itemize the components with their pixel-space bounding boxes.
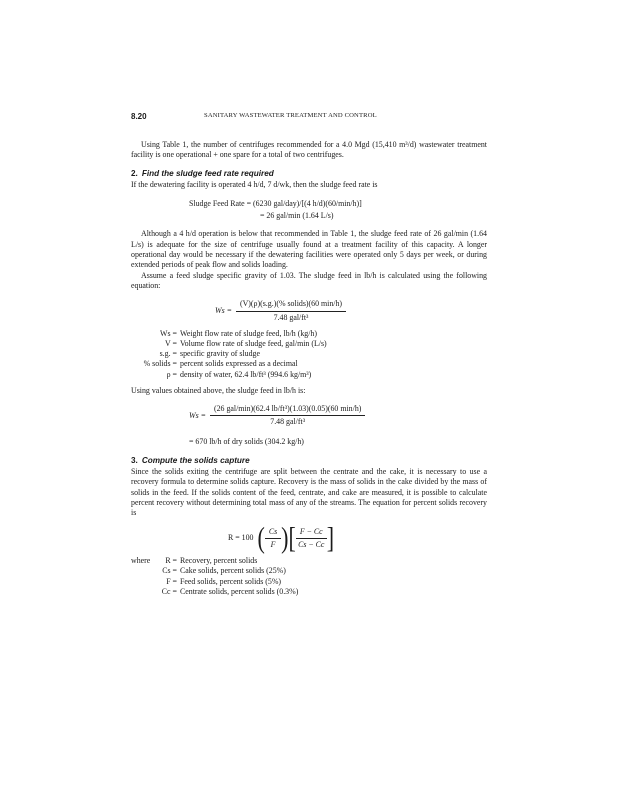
calc-lhs: Ws = <box>189 410 206 420</box>
definition-symbol: Ws = <box>160 328 177 338</box>
ws-equation-denominator: 7.48 gal/ft³ <box>273 312 309 322</box>
definition-row <box>131 577 487 587</box>
feed-rate-equation-line2: = 26 gal/min (1.64 L/s) <box>260 211 334 221</box>
page-body <box>131 140 487 603</box>
definition-row <box>131 349 487 359</box>
recovery-fraction-1-denominator: F <box>270 539 276 549</box>
section-3-heading <box>131 456 487 466</box>
definition-symbol: Cs = <box>162 566 177 576</box>
section-2-paragraph-1: Although a 4 h/d operation is below that recommended in Table 1, the sludge feed rate of 26 gal/min (1.64 L/s) is adequate for the size of centrifuge usually found at a treatment facility of this capacity. A longer operational day would be necessary if the dewatering facilities were operated only 5 days per week, or during extended periods of peak flow and solids loading. <box>131 229 487 270</box>
section-2-number: 2. <box>131 168 138 178</box>
recovery-fraction-1 <box>265 527 281 551</box>
section-2-paragraph-2: Assume a feed sludge specific gravity of 1.03. The sludge feed in lb/h is calculated using the following equation: <box>131 270 487 290</box>
calc-denominator: 7.48 gal/ft³ <box>270 417 306 427</box>
definition-row <box>131 339 487 349</box>
running-head: SANITARY WASTEWATER TREATMENT AND CONTROL <box>204 112 377 119</box>
definition-row <box>131 329 487 339</box>
definition-row <box>131 370 487 380</box>
section-3-number: 3. <box>131 456 138 466</box>
definition-symbol: V = <box>165 339 177 349</box>
definition-text: Centrate solids, percent solids (0.3%) <box>180 586 299 596</box>
definition-text: Weight flow rate of sludge feed, lb/h (kg/h) <box>180 328 317 338</box>
section-2-lead: If the dewatering facility is operated 4 h/d, 7 d/wk, then the sludge feed rate is <box>131 179 378 189</box>
definition-symbol: ρ = <box>166 369 177 379</box>
definition-symbol: % solids = <box>143 359 177 369</box>
ws-equation <box>215 299 487 323</box>
definition-row <box>131 587 487 597</box>
recovery-fraction-2-numerator: F − Cc <box>296 527 327 539</box>
page-header <box>131 112 487 124</box>
definition-row <box>131 556 487 566</box>
definition-symbol: s.g. = <box>159 349 177 359</box>
definition-row <box>131 566 487 576</box>
definition-text: Cake solids, percent solids (25%) <box>180 566 286 576</box>
left-paren: ( <box>257 520 265 555</box>
ws-equation-lhs: Ws = <box>215 305 232 315</box>
definition-text: Volume flow rate of sludge feed, gal/min (L/s) <box>180 339 327 349</box>
section-3-title: Compute the solids capture <box>141 456 250 466</box>
page-number: 8.20 <box>131 112 147 121</box>
recovery-fraction-2 <box>296 527 327 551</box>
right-paren: ) <box>281 520 289 555</box>
definition-text: Recovery, percent solids <box>180 556 258 566</box>
left-bracket: [ <box>288 520 296 555</box>
using-values-text: Using values obtained above, the sludge feed in lb/h is: <box>131 385 306 395</box>
definition-symbol: Cc = <box>161 586 177 596</box>
definition-symbol: R = <box>165 556 177 566</box>
where-label: where <box>131 556 151 566</box>
definition-row <box>131 359 487 369</box>
definition-text: percent solids expressed as a decimal <box>180 359 298 369</box>
section-2-heading <box>131 169 487 179</box>
recovery-fraction-1-numerator: Cs <box>265 527 281 539</box>
recovery-definitions <box>131 556 487 597</box>
intro-paragraph: Using Table 1, the number of centrifuges recommended for a 4.0 Mgd (15,410 m³/d) wastewater treatment facility is one operational + one spare for a total of two centrifuges. <box>131 140 487 160</box>
definition-text: Feed solids, percent solids (5%) <box>180 576 282 586</box>
calc-fraction <box>210 404 365 428</box>
section-2-title: Find the sludge feed rate required <box>141 168 274 178</box>
recovery-fraction-2-denominator: Cs − Cc <box>298 539 325 549</box>
definition-symbol: F = <box>166 576 177 586</box>
calc-result: = 670 lb/h of dry solids (304.2 kg/h) <box>189 436 304 446</box>
definition-text: specific gravity of sludge <box>180 349 260 359</box>
ws-equation-fraction <box>236 299 346 323</box>
ws-equation-numerator: (V)(ρ)(s.g.)(% solids)(60 min/h) <box>236 299 346 311</box>
section-3-paragraph: Since the solids exiting the centrifuge are split between the centrate and the cake, it is necessary to use a recovery formula to determine solids capture. Recovery is the mass of solids in the cake divided by the mass of solids in the feed. If the solids content of the feed, centrate, and cake are measured, it is possible to calculate percent recovery without determining total mass of any of the streams. The equation for percent solids recovery is <box>131 467 487 518</box>
sludge-feed-calculation <box>189 404 487 428</box>
variable-definitions <box>131 329 487 380</box>
right-bracket: ] <box>326 520 335 555</box>
definition-text: density of water, 62.4 lb/ft³ (994.6 kg/m³) <box>180 369 312 379</box>
calc-numerator: (26 gal/min)(62.4 lb/ft³)(1.03)(0.05)(60 min/h) <box>210 404 365 416</box>
feed-rate-equation-line1: Sludge Feed Rate = (6230 gal/day)/[(4 h/d)(60/min/h)] <box>189 198 362 208</box>
recovery-equation <box>228 520 487 555</box>
recovery-lhs: R = 100 <box>228 533 254 543</box>
